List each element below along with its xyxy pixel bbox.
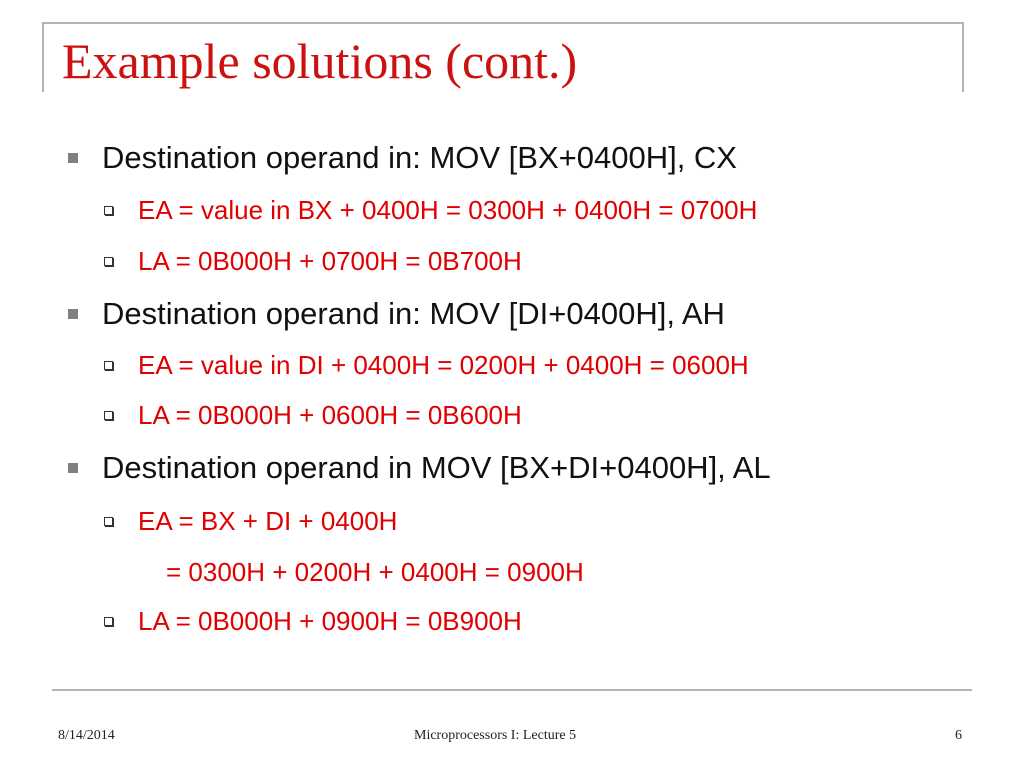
- footer-page-number: 6: [955, 728, 962, 743]
- bullet-2-sub-2-text: LA = 0B000H + 0600H = 0B600H: [138, 400, 522, 430]
- hollow-square-bullet-icon: [104, 517, 113, 526]
- slide-title: Example solutions (cont.): [62, 33, 578, 89]
- bullet-3-text: Destination operand in MOV [BX+DI+0400H], AL: [102, 450, 771, 485]
- bullet-3-sub-1-continuation: = 0300H + 0200H + 0400H = 0900H: [166, 557, 584, 587]
- bullet-2-text: Destination operand in: MOV [DI+0400H], AH: [102, 296, 725, 331]
- square-bullet-icon: [68, 463, 78, 473]
- bullet-3-sub-2-text: LA = 0B000H + 0900H = 0B900H: [138, 606, 522, 636]
- hollow-square-bullet-icon: [104, 411, 113, 420]
- bullet-1-sub-1-text: EA = value in BX + 0400H = 0300H + 0400H = 0700H: [138, 195, 758, 225]
- bullet-1-sub-2-text: LA = 0B000H + 0700H = 0B700H: [138, 246, 522, 276]
- square-bullet-icon: [68, 153, 78, 163]
- hollow-square-bullet-icon: [104, 206, 113, 215]
- bullet-3-sub-1-text: EA = BX + DI + 0400H: [138, 506, 398, 536]
- hollow-square-bullet-icon: [104, 361, 113, 370]
- footer-date: 8/14/2014: [58, 728, 115, 743]
- bullet-2-sub-1-text: EA = value in DI + 0400H = 0200H + 0400H = 0600H: [138, 350, 749, 380]
- hollow-square-bullet-icon: [104, 257, 113, 266]
- bullet-1-text: Destination operand in: MOV [BX+0400H], CX: [102, 140, 737, 175]
- footer-course: Microprocessors I: Lecture 5: [414, 728, 577, 743]
- square-bullet-icon: [68, 309, 78, 319]
- footer-rule: [52, 689, 972, 691]
- hollow-square-bullet-icon: [104, 617, 113, 626]
